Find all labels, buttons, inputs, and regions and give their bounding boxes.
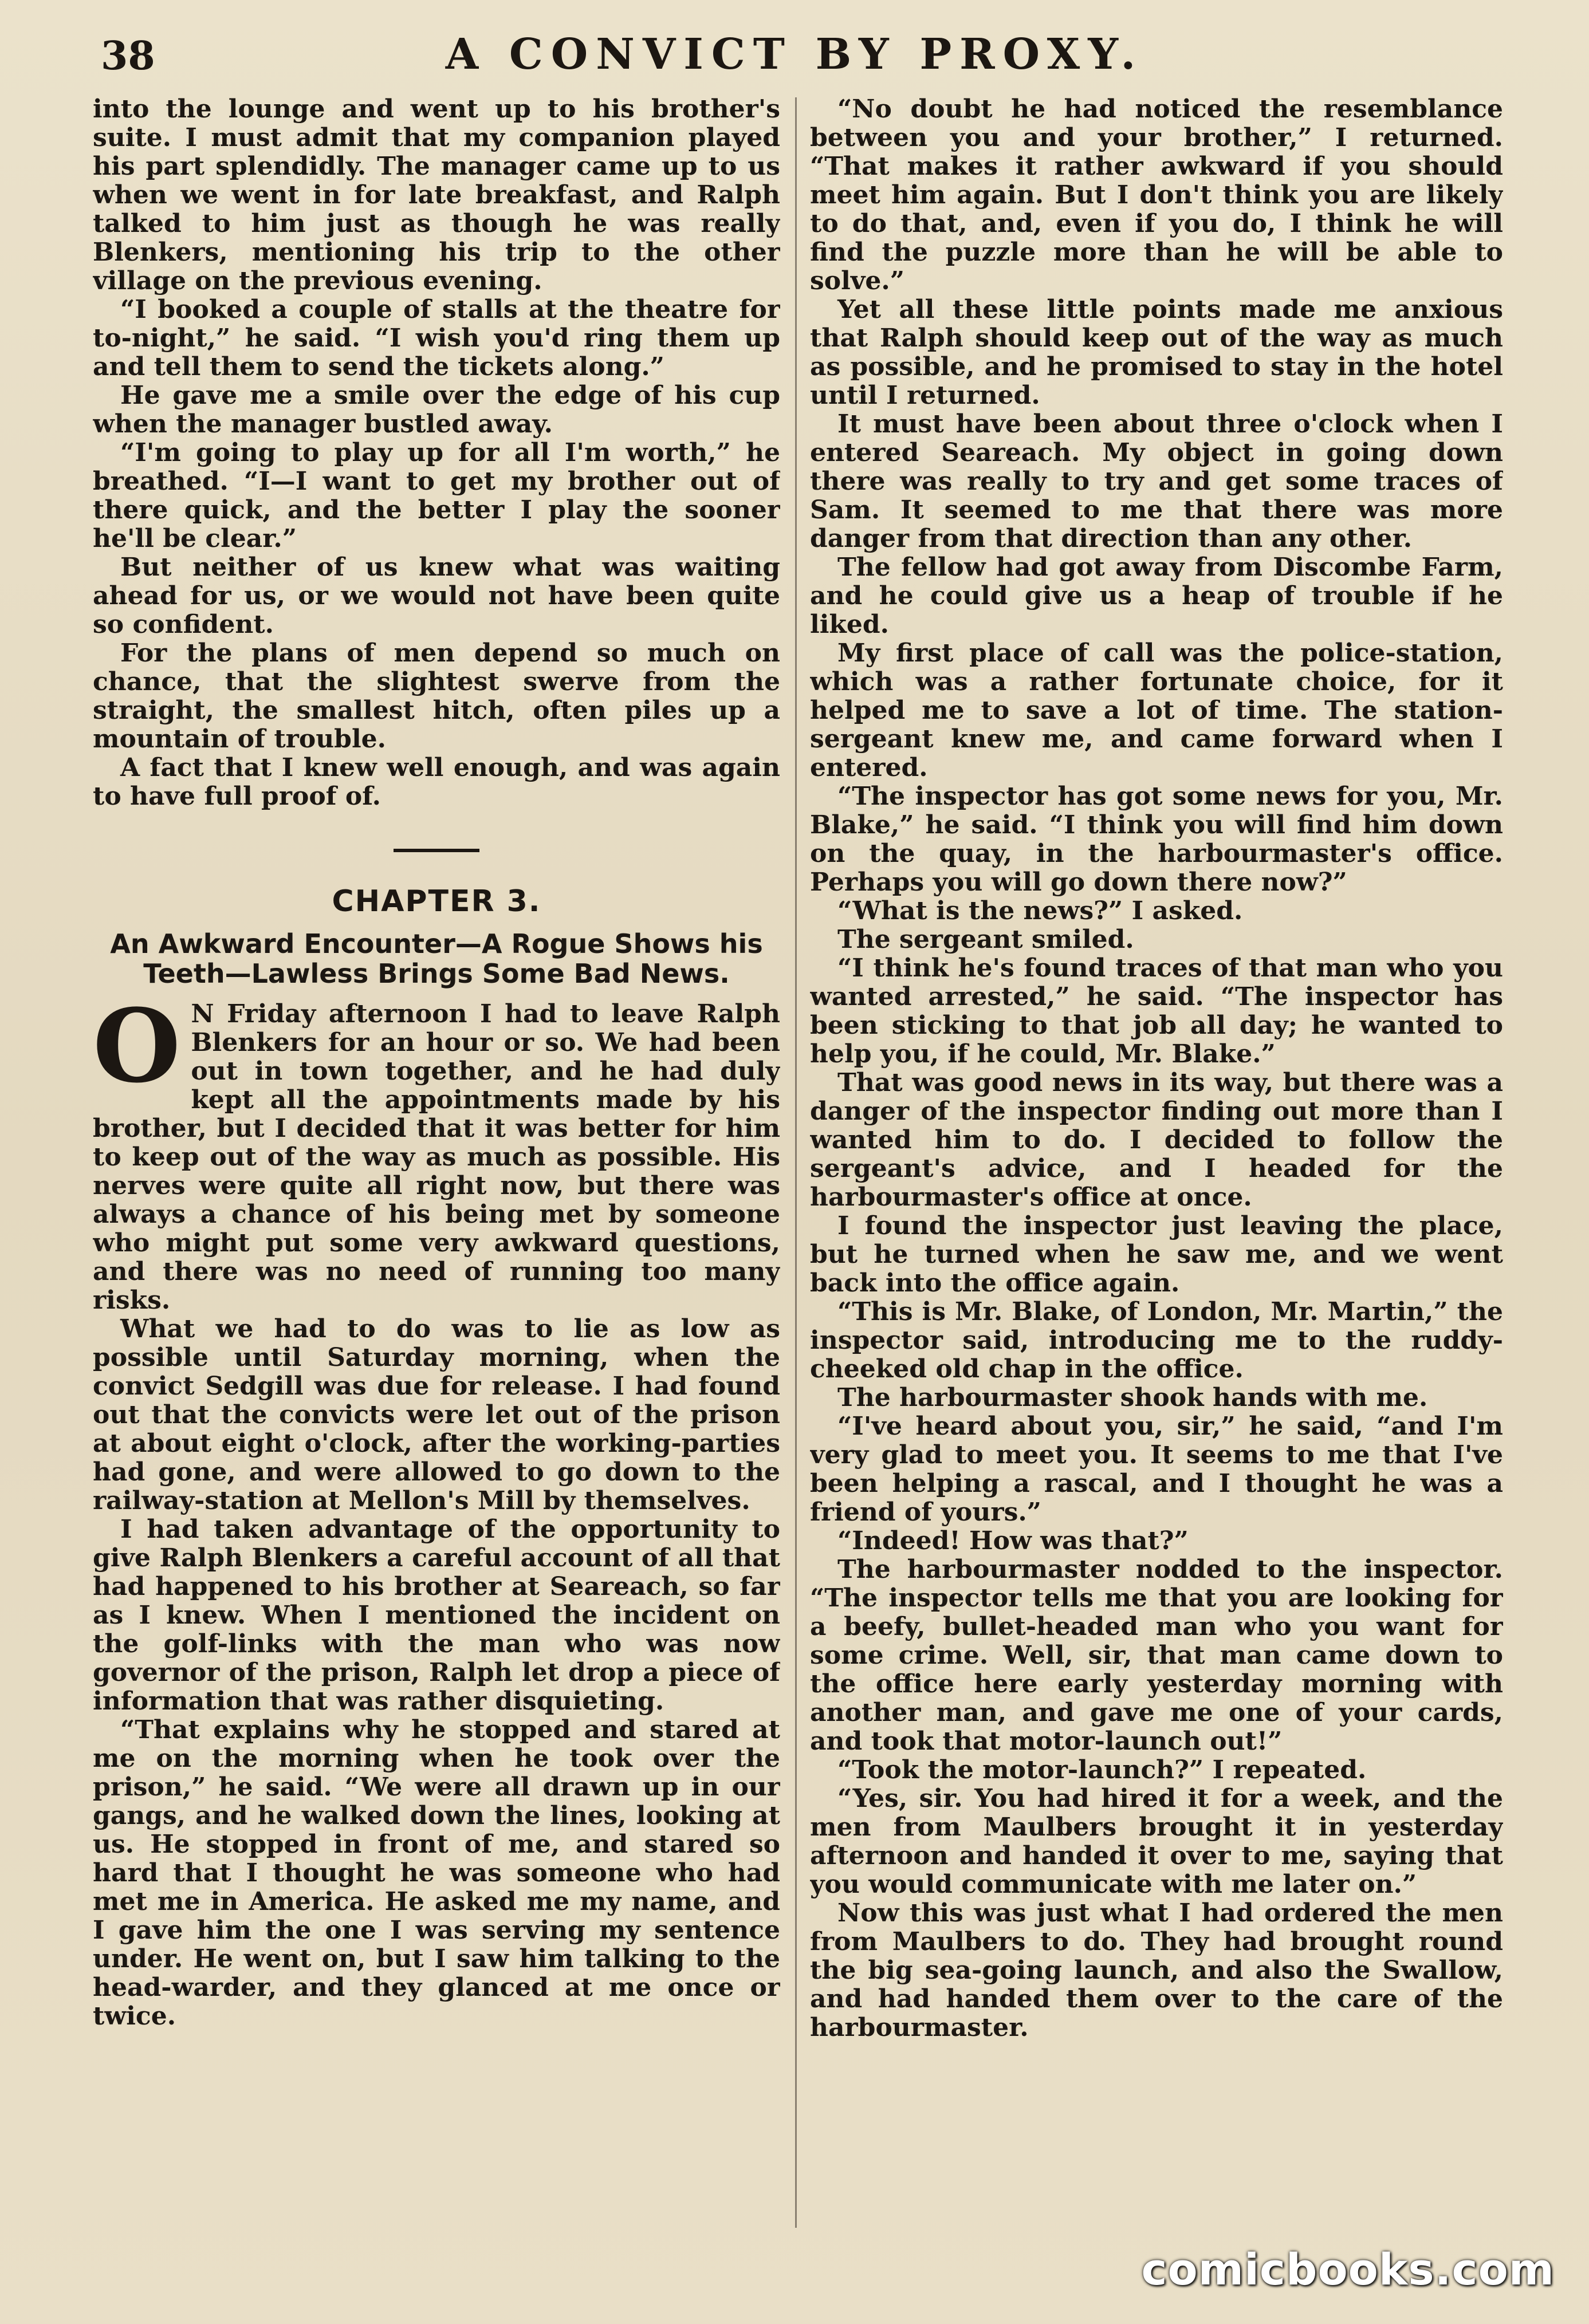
opening-paragraph [93,987,780,1315]
paragraph: “No doubt he had noticed the resemblance between you and your brother,” I returned. “That makes it rather awkward if you should meet him again. But I don't think you are likely to do that, and, even if you do, I think he will find the puzzle more than he will be able to solve.” [810,95,1503,296]
page-number: 38 [101,33,155,79]
paragraph: into the lounge and went up to his brother's suite. I must admit that my companion played his part splendidly. The manager came up to us when we went in for late breakfast, and Ralph talked to him just as though he was really Blenkers, mentioning his trip to the other village on the previous evening. [93,95,780,296]
paragraph: Now this was just what I had ordered the men from Maulbers to do. They had brought round the big sea-going launch, and also the Swallow, and had handed them over to the care of the harbourmaster. [810,1898,1503,2042]
paragraph: A fact that I knew well enough, and was again to have full proof of. [93,753,780,811]
paragraph: “Took the motor-launch?” I repeated. [837,1755,1367,1785]
site-watermark: comicbooks.com [1141,2244,1555,2295]
paragraph: The harbourmaster nodded to the inspector. “The inspector tells me that you are looking for a beefy, bullet-headed man who you want for some crime. Well, sir, that man came down to the office here early yesterday morning with another man, and gave me one of your cards, and took that motor-launch out!” [810,1555,1503,1756]
opening-paragraph-text: N Friday afternoon I had to leave Ralph Blenkers for an hour or so. We had been out in town together, and he had duly kept all the appointments made by his brother, but I decided that it was better for him to keep out of the way as much as possible. His nerves were quite all right now, but there was always a chance of his being met by someone who might put some very awkward questions, and there was no need of running too many risks. [93,999,780,1315]
column-divider [795,97,797,2228]
paragraph: The harbourmaster shook hands with me. [837,1383,1428,1412]
paragraph: It must have been about three o'clock when I entered Seareach. My object in going down there was really to try and get some traces of Sam. It seemed to me that there was more danger from that direction than any other. [810,409,1503,553]
chapter-subtitle: An Awkward Encounter—A Rogue Shows his Teeth—Lawless Brings Some Bad News. [110,928,763,989]
paragraph: But neither of us knew what was waiting ahead for us, or we would not have been quite so confident. [93,553,780,639]
paragraph: “What is the news?” I asked. [837,896,1243,925]
paragraph: The sergeant smiled. [837,925,1134,954]
left-column [93,95,780,2248]
paragraph: I had taken advantage of the opportunity to give Ralph Blenkers a careful account of all that had happened to his brother at Seareach, so far as I knew. When I mentioned the incident on the golf-links with the man who was now governor of the prison, Ralph let drop a piece of information that was rather disquieting. [93,1515,780,1716]
chapter-title: CHAPTER 3. [332,884,541,919]
paragraph: “I'm going to play up for all I'm worth,” he breathed. “I—I want to get my brother out of there quick, and the better I play the sooner he'll be clear.” [93,438,780,553]
paragraph: “Yes, sir. You had hired it for a week, and the men from Maulbers brought it in yesterday afternoon and handed it over to me, saying that you would communicate with me later on.” [810,1784,1503,1899]
running-header [0,27,1589,90]
paragraph: I found the inspector just leaving the place, but he turned when he saw me, and we went back into the office again. [810,1211,1503,1298]
paragraph: “I've heard about you, sir,” he said, “and I'm very glad to meet you. It seems to me that I've been helping a rascal, and I thought he was a friend of yours.” [810,1412,1503,1527]
paragraph: “That explains why he stopped and stared at me on the morning when he took over the prison,” he said. “We were all drawn up in our gangs, and he walked down the lines, looking at us. He stopped in front of me, and stared so hard that I thought he was someone who had met me in America. He asked me my name, and I gave him the one I was serving my sentence under. He went on, but I saw him talking to the head-warder, and they glanced at me once or twice. [93,1715,780,2031]
paragraph: He gave me a smile over the edge of his cup when the manager bustled away. [93,381,780,439]
paragraph: “The inspector has got some news for you, Mr. Blake,” he said. “I think you will find him down on the quay, in the harbourmaster's office. Perhaps you will go down there now?” [810,782,1503,897]
paragraph: The fellow had got away from Discombe Farm, and he could give us a heap of trouble if he liked. [810,553,1503,639]
paragraph: “I think he's found traces of that man who you wanted arrested,” he said. “The inspector has been sticking to that job all day; he wanted to help you, if he could, Mr. Blake.” [810,954,1503,1069]
paragraph: “I booked a couple of stalls at the theatre for to-night,” he said. “I wish you'd ring them up and tell them to send the tickets along.” [93,295,780,381]
paragraph: Yet all these little points made me anxious that Ralph should keep out of the way as much as possible, and he promised to stay in the hotel until I returned. [810,295,1503,410]
paragraph: What we had to do was to lie as low as possible until Saturday morning, when the convict Sedgill was due for release. I had found out that the convicts were let out of the prison at about eight o'clock, after the working-parties had gone, and were allowed to go down to the railway-station at Mellon's Mill by themselves. [93,1314,780,1515]
section-separator-rule [394,849,479,852]
paragraph: For the plans of men depend so much on chance, that the slightest swerve from the straight, the smallest hitch, often piles up a mountain of trouble. [93,639,780,754]
running-title: A CONVICT BY PROXY. [445,30,1144,79]
right-column [810,95,1503,2248]
paragraph: My first place of call was the police-station, which was a rather fortunate choice, for it helped me to save a lot of time. The station-sergeant knew me, and came forward when I entered. [810,639,1503,782]
drop-cap: O [93,987,181,1105]
paragraph: That was good news in its way, but there was a danger of the inspector finding out more than I wanted him to do. I decided to follow the sergeant's advice, and I headed for the harbourmaster's office at once. [810,1068,1503,1212]
paragraph: “This is Mr. Blake, of London, Mr. Martin,” the inspector said, introducing me to the ruddy-cheeked old chap in the office. [810,1297,1503,1384]
paragraph: “Indeed! How was that?” [837,1526,1189,1555]
